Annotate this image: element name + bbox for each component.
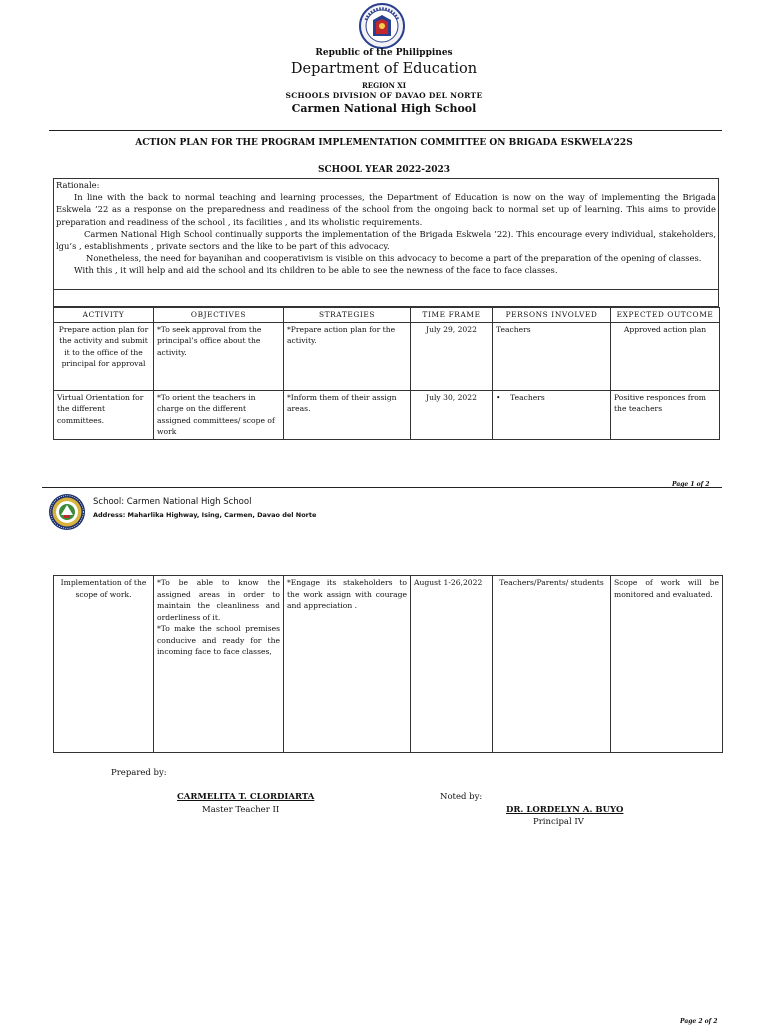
bullet-icon: • [496, 392, 511, 402]
prepared-by-title: Master Teacher II [202, 805, 280, 815]
objectives-cell [154, 576, 284, 753]
footer-school-name: School: Carmen National High School [93, 497, 252, 507]
region-heading: REGION XI [361, 81, 407, 90]
page-divider [42, 487, 722, 488]
school-year: SCHOOL YEAR 2022-2023 [317, 165, 451, 175]
blank-row [53, 290, 719, 307]
rationale-section [53, 178, 719, 290]
strategies-cell: *Engage its stakeholders to the work assign with courage and appreciation . [284, 576, 411, 753]
header-divider [49, 130, 722, 131]
strategies-cell: *Prepare action plan for the activity. [284, 322, 411, 390]
column-header: OBJECTIVES [154, 308, 284, 323]
column-header: TIME FRAME [411, 308, 493, 323]
column-header: PERSONS INVOLVED [493, 308, 611, 323]
noted-by-title: Principal IV [533, 817, 584, 827]
rationale-paragraph: Carmen National High School continually supports the implementation of the Brigada Eskwela ’22). This encourage every individual, stakeholders, lgu’s , establishments , private sectors and the like to be part of this advocacy. [56, 228, 716, 252]
division-heading: SCHOOLS DIVISION OF DAVAO DEL NORTE [285, 91, 483, 100]
outcome-cell: Scope of work will be monitored and evaluated. [611, 576, 723, 753]
rationale-paragraph: In line with the back to normal teaching and learning processes, the Department of Education is now on the way of implementing the Brigada Eskwela ’22 as a response on the preparedness and readiness of the school from the ongoing back to normal set up of learning. This aims to provide preparation and readiness of the school , its facilities , and its wholistic requirements. [56, 192, 716, 227]
footer-address: Address: Maharlika Highway, Ising, Carmen, Davao del Norte [93, 511, 317, 519]
activity-cell: Implementation of the scope of work. [54, 576, 154, 753]
page-number: Page 1 of 2 [672, 481, 710, 488]
persons-cell: Teachers/Parents/ students [493, 576, 611, 753]
rationale-label: Rationale: [56, 180, 100, 190]
action-plan-table-continued [53, 575, 723, 753]
objectives-cell: *To seek approval from the principal’s office about the activity. [154, 322, 284, 390]
action-plan-table [53, 307, 720, 440]
objective-item: *To be able to know the assigned areas in order to maintain the cleanliness and orderliness of it. [157, 578, 280, 622]
strategies-cell: *Inform them of their assign areas. [284, 390, 411, 439]
persons-text: Teachers [510, 392, 545, 402]
noted-by-label: Noted by: [440, 792, 483, 802]
school-logo-icon [48, 493, 86, 531]
page-number: Page 2 of 2 [680, 1018, 718, 1025]
column-header: EXPECTED OUTCOME [611, 308, 720, 323]
column-header: ACTIVITY [54, 308, 154, 323]
persons-cell: Teachers [493, 322, 611, 390]
department-heading: Department of Education [290, 61, 478, 77]
prepared-by-name: CARMELITA T. CLORDIARTA [177, 792, 315, 802]
plan-title: ACTION PLAN FOR THE PROGRAM IMPLEMENTATION COMMITTEE ON BRIGADA ESKWELA’22S [135, 138, 633, 148]
rationale-paragraph: With this , it will help and aid the school and its children to be able to see the newness of the face to face classes. [74, 265, 558, 276]
outcome-cell: Positive responces from the teachers [611, 390, 720, 439]
column-header: STRATEGIES [284, 308, 411, 323]
rationale-paragraph: Nonetheless, the need for bayanihan and cooperativism is visible on this advocacy to become a part of the preparation of the opening of classes. [86, 253, 702, 264]
persons-cell [493, 390, 611, 439]
activity-cell: Virtual Orientation for the different committees. [54, 390, 154, 439]
time-frame-cell: July 29, 2022 [411, 322, 493, 390]
prepared-by-label: Prepared by: [111, 768, 167, 778]
time-frame-cell: August 1-26,2022 [411, 576, 493, 753]
republic-heading: Republic of the Philippines [315, 48, 453, 58]
deped-seal-icon [354, 2, 410, 50]
table-row [54, 390, 720, 439]
outcome-cell: Approved action plan [611, 322, 720, 390]
school-heading: Carmen National High School [291, 102, 477, 115]
time-frame-cell: July 30, 2022 [411, 390, 493, 439]
activity-cell: Prepare action plan for the activity and submit it to the office of the principal for approval [54, 322, 154, 390]
objective-item: *To make the school premises conducive and ready for the incoming face to face classes, [157, 624, 280, 656]
noted-by-name: DR. LORDELYN A. BUYO [506, 805, 624, 815]
table-row [54, 576, 723, 753]
table-header-row [54, 308, 720, 323]
table-row [54, 322, 720, 390]
objectives-cell: *To orient the teachers in charge on the different assigned committees/ scope of work [154, 390, 284, 439]
